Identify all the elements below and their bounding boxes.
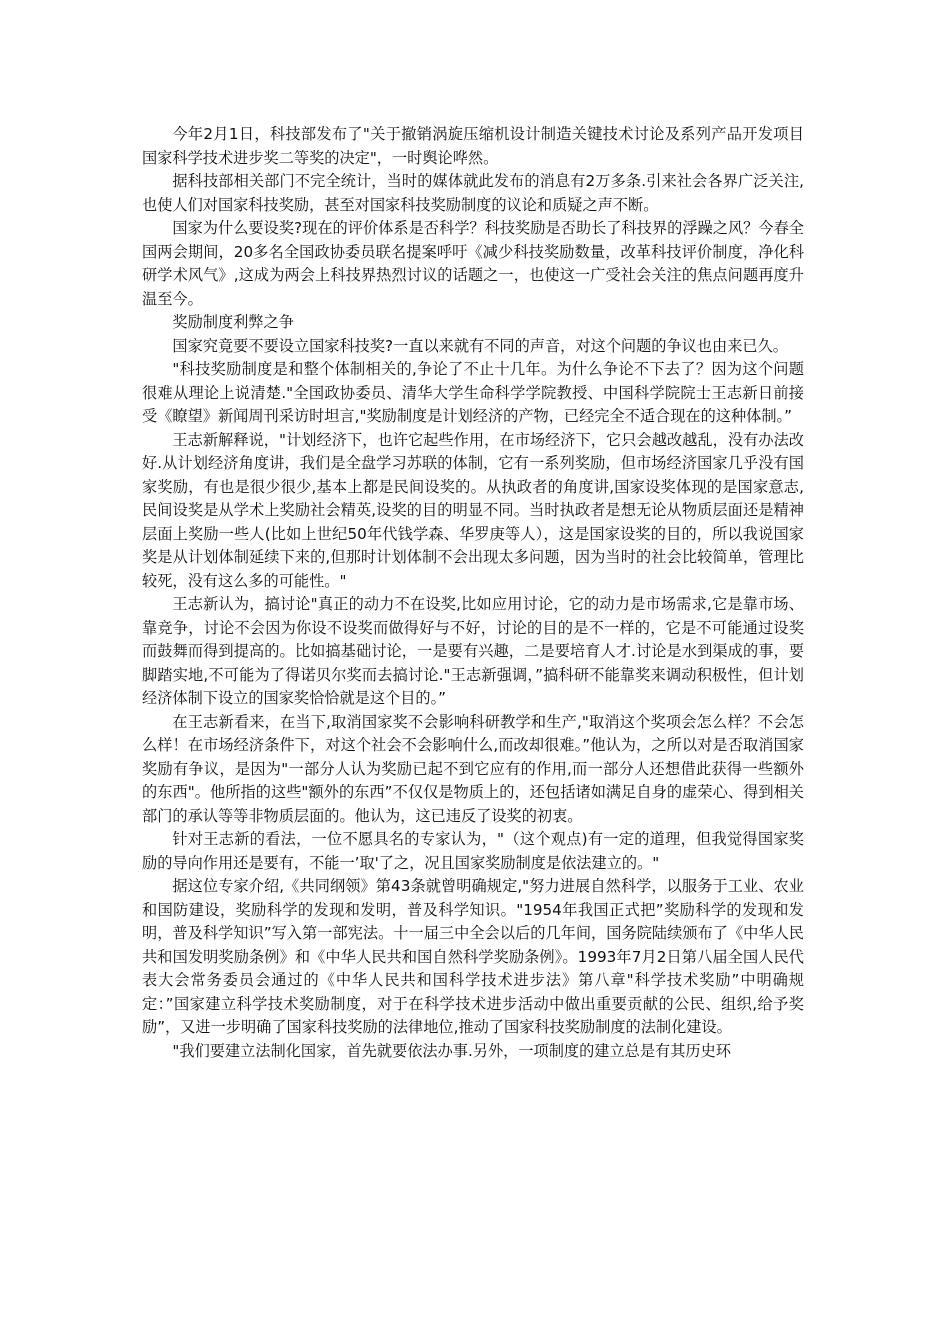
paragraph-6: 王志新解释说，"计划经济下，也许它起些作用，在市场经济下，它只会越改越乱，没有办法改好.从计划经济角度讲，我们是全盘学习苏联的体制，它有一系列奖励，但市场经济国家几乎没有国家奖励，有也是很少很少,基本上都是民间设奖的。从执政者的角度讲,国家设奖体现的是国家意志,民间设奖是从学术上奖励社会精英,设奖的目的明显不同。当时执政者是想无论从物质层面还是精神层面上奖励一些人(比如上世纪50年代钱学森、华罗庚等人），这是国家设奖的目的，所以我说国家奖是从计划体制延续下来的,但那时计划体制不会出现太多问题，因为当时的社会比较简单，管理比较死，没有这么多的可能性。" (142, 430, 804, 590)
paragraph-4: 国家究竟要不要设立国家科技奖?一直以来就有不同的声音，对这个问题的争议也由来已久。 (172, 336, 788, 355)
paragraph-5: "科技奖励制度是和整个体制相关的,争论了不止十几年。为什么争论不下去了？因为这个问题很难从理论上说清楚."全国政协委员、清华大学生命科学学院教授、中国科学院院士王志新日前接受《瞭望》新闻周刊采访时坦言,"奖励制度是计划经济的产物，已经完全不适合现在的这种体制。” (142, 360, 804, 425)
paragraph-3: 国家为什么要设奖?现在的评价体系是否科学？科技奖励是否助长了科技界的浮躁之风？今春全国两会期间，20多名全国政协委员联名提案呼吁《减少科技奖励数量，改革科技评价制度，净化科研学术风气》,这成为两会上科技界热烈讨议的话题之一，也使这一广受社会关注的焦点问题再度升温至今。 (142, 219, 804, 308)
section-heading: 奖励制度利弊之争 (172, 313, 294, 331)
document-body (142, 123, 804, 1063)
paragraph-11: "我们要建立法制化国家，首先就要依法办事.另外，一项制度的建立总是有其历史环 (172, 1041, 731, 1060)
paragraph-9: 针对王志新的看法，一位不愿具名的专家认为，"（这个观点)有一定的道理，但我觉得国家奖励的导向作用还是要有，不能一’取'了之，况且国家奖励制度是依法建立的。" (142, 830, 804, 872)
paragraph-1: 今年2月1日，科技部发布了"关于撤销涡旋压缩机设计制造关键技术讨论及系列产品开发项目国家科学技术进步奖二等奖的决定"，一时舆论哗然。 (142, 125, 804, 167)
paragraph-10: 据这位专家介绍,《共同纲领》第43条就曾明确规定,"努力进展自然科学，以服务于工业、农业和国防建设，奖励科学的发现和发明，普及科学知识。"1954年我国正式把”奖励科学的发现和发明，普及科学知识”写入第一部宪法。十一届三中全会以后的几年间，国务院陆续颁布了《中华人民共和国发明奖励条例》和《中华人民共和国自然科学奖励条例》。1993年7月2日第八届全国人民代表大会常务委员会通过的《中华人民共和国科学技术进步法》第八章"科学技术奖励”中明确规定：”国家建立科学技术奖励制度，对于在科学技术进步活动中做出重要贡献的公民、组织,给予奖励”，又进一步明确了国家科技奖励的法律地位,推动了国家科技奖励制度的法制化建设。 (142, 877, 804, 1036)
paragraph-2: 据科技部相关部门不完全统计，当时的媒体就此发布的消息有2万多条.引来社会各界广泛关注,也使人们对国家科技奖励，甚至对国家科技奖励制度的议论和质疑之声不断。 (142, 172, 804, 214)
paragraph-7: 王志新认为，搞讨论"真正的动力不在设奖,比如应用讨论，它的动力是市场需求,它是靠市场、靠竞争，讨论不会因为你设不设奖而做得好与不好，讨论的目的是不一样的，它是不可能通过设奖而鼓舞而得到提高的。比如搞基础讨论，一是要有兴趣，二是要培育人才.讨论是水到渠成的事，要脚踏实地,不可能为了得诺贝尔奖而去搞讨论."王志新强调，”搞科研不能靠奖来调动积极性，但计划经济体制下设立的国家奖恰恰就是这个目的。” (142, 595, 804, 707)
paragraph-8: 在王志新看来，在当下,取消国家奖不会影响科研教学和生产,"取消这个奖项会怎么样？不会怎么样！在市场经济条件下，对这个社会不会影响什么,而改却很难。”他认为，之所以对是否取消国家奖励有争议，是因为"一部分人认为奖励已起不到它应有的作用,而一部分人还想借此获得一些额外的东西"。他所指的这些"额外的东西”不仅仅是物质上的，还包括诸如满足自身的虚荣心、得到相关部门的承认等等非物质层面的。他认为，这已违反了设奖的初衷。 (142, 712, 804, 825)
